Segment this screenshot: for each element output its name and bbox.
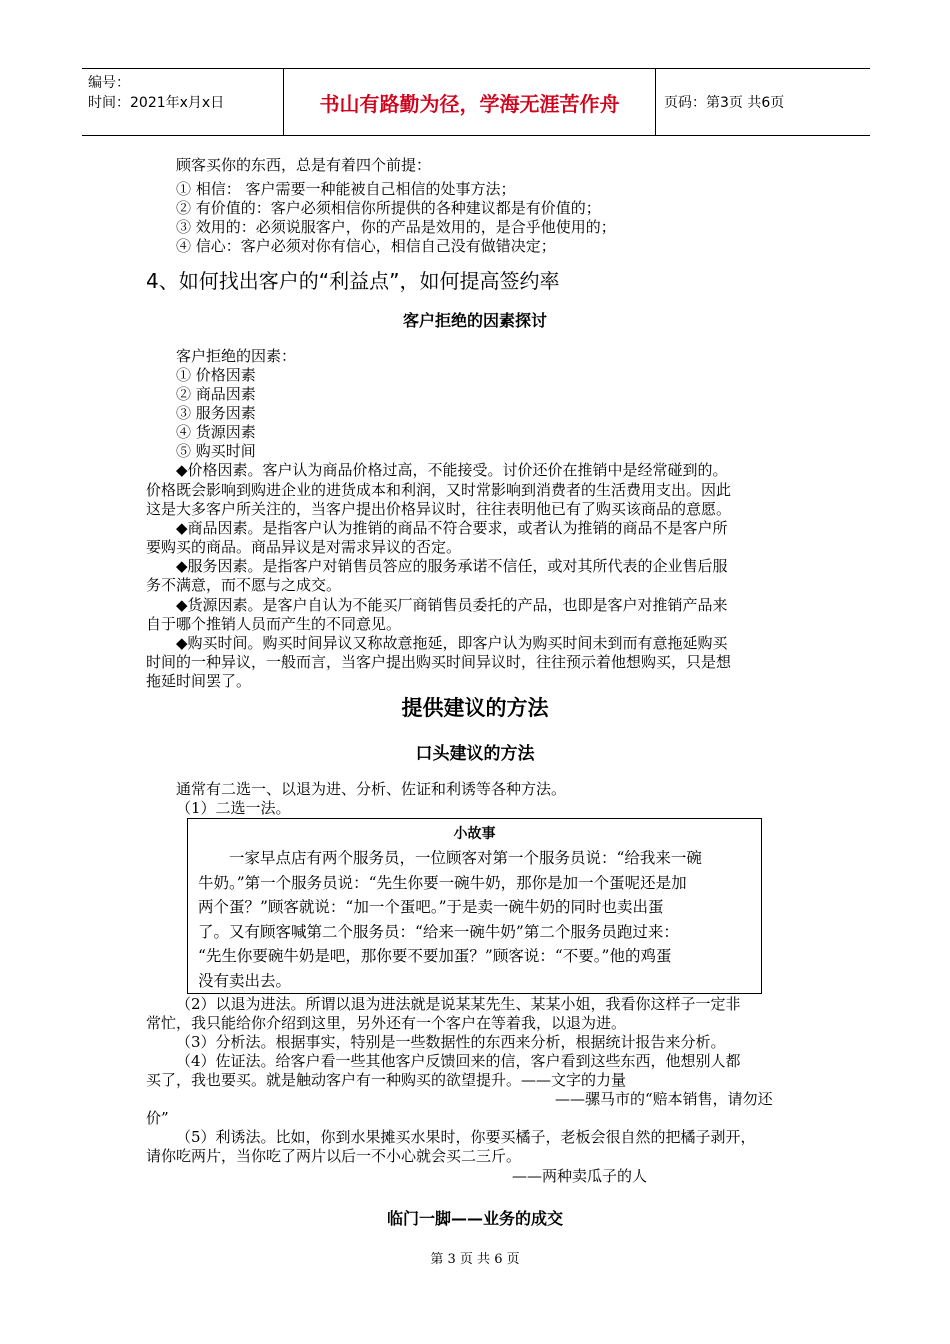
intro-item-1: ① 相信： 客户需要一种能被自己相信的处事方法；: [176, 180, 516, 198]
rejection-item-3: ③ 服务因素: [176, 404, 256, 422]
method-line: 价”: [146, 1109, 169, 1127]
method-line: ——骡马市的“赔本销售，请勿还: [555, 1090, 773, 1108]
rejection-para-line: 价格既会影响到购进企业的进货成本和利润，又时常影响到消费者的生活费用支出。因此: [146, 481, 732, 499]
intro-item-2: ② 有价值的：客户必须相信你所提供的各种建议都是有价值的；: [176, 199, 601, 217]
rejection-para-line: 要购买的商品。商品异议是对需求异议的否定。: [146, 538, 462, 556]
story-box: [187, 818, 762, 994]
header-motto: 书山有路勤为径，学海无涯苦作舟: [284, 69, 656, 135]
rejection-item-4: ④ 货源因素: [176, 423, 256, 441]
story-line: 两个蛋？”顾客就说：“加一个蛋吧。”于是卖一碗牛奶的同时也卖出蛋: [198, 898, 664, 916]
rejection-title: 客户拒绝的因素探讨: [402, 311, 547, 330]
story-title: 小故事: [453, 826, 496, 842]
method-1-label: （1）二选一法。: [176, 799, 291, 817]
story-line: 没有卖出去。: [198, 972, 292, 990]
method-line: 买了，我也要买。就是触动客户有一种购买的欲望提升。——文字的力量: [146, 1071, 627, 1089]
rejection-item-5: ⑤ 购买时间: [176, 442, 256, 460]
rejection-para-line: ◆价格因素。客户认为商品价格过高，不能接受。讨价还价在推销中是经常碰到的。: [176, 461, 728, 479]
intro-lead: 顾客买你的东西，总是有着四个前提：: [176, 156, 432, 174]
method-line: （5）利诱法。比如，你到水果摊买水果时，你要买橘子，老板会很自然的把橘子剥开，: [176, 1128, 756, 1146]
story-line: “先生你要碗牛奶是吧，那你要不要加蛋？”顾客说：“不要。”他的鸡蛋: [198, 947, 672, 965]
story-line: 牛奶。”第一个服务员说：“先生你要一碗牛奶，那你是加一个蛋呢还是加: [198, 874, 687, 892]
rejection-para-line: ◆购买时间。购买时间异议又称故意拖延，即客户认为购买时间未到而有意拖延购买: [176, 634, 728, 652]
date-label: 时间：2021年x月x日: [88, 95, 225, 111]
story-line: 了。又有顾客喊第二个服务员：“给来一碗牛奶”第二个服务员跑过来：: [198, 923, 679, 941]
number-label: 编号：: [88, 75, 130, 91]
rejection-para-line: 这是大多客户所关注的，当客户提出价格异议时，往往表明他已有了购买该商品的意愿。: [146, 500, 732, 518]
method-line: （2）以退为进法。所谓以退为进法就是说某某先生、某某小姐，我看你这样子一定非: [176, 995, 741, 1013]
method-line: （4）佐证法。给客户看一些其他客户反馈回来的信，客户看到这些东西，他想别人都: [176, 1052, 741, 1070]
suggestion-subtitle: 口头建议的方法: [415, 744, 535, 764]
rejection-para-line: ◆货源因素。是客户自认为不能买厂商销售员委托的产品，也即是客户对推销产品来: [176, 596, 728, 614]
rejection-lead: 客户拒绝的因素：: [176, 347, 297, 365]
page-header: [82, 68, 870, 136]
page-footer: 第 3 页 共 6 页: [430, 1252, 520, 1267]
rejection-item-2: ② 商品因素: [176, 385, 256, 403]
rejection-para-line: 拖延时间罢了。: [146, 672, 252, 690]
method-line: （3）分析法。根据事实，特别是一些数据性的东西来分析，根据统计报告来分析。: [176, 1033, 726, 1051]
rejection-para-line: 务不满意，而不愿与之成交。: [146, 576, 342, 594]
suggestion-title: 提供建议的方法: [401, 696, 549, 720]
intro-item-3: ③ 效用的：必须说服客户，你的产品是效用的，是合乎他使用的；: [176, 218, 616, 236]
suggestion-lead: 通常有二选一、以退为进、分析、佐证和利诱等各种方法。: [176, 780, 567, 798]
rejection-para-line: ◆服务因素。是指客户对销售员答应的服务承诺不信任，或对其所代表的企业售后服: [176, 557, 728, 575]
method-line: 常忙，我只能给你介绍到这里，另外还有一个客户在等着我，以退为进。: [146, 1014, 627, 1032]
story-line: 一家早点店有两个服务员，一位顾客对第一个服务员说：“给我来一碗: [198, 849, 702, 867]
intro-item-4: ④ 信心：客户必须对你有信心，相信自己没有做错决定；: [176, 237, 556, 255]
method-line: ——两种卖瓜子的人: [512, 1167, 648, 1185]
rejection-para-line: 时间的一种异议，一般而言，当客户提出购买时间异议时，往往预示着他想购买，只是想: [146, 653, 732, 671]
section-4-heading: 4、如何找出客户的“利益点”，如何提高签约率: [146, 269, 560, 293]
method-line: 请你吃两片，当你吃了两片以后一不小心就会买二三斤。: [146, 1147, 522, 1165]
closing-title: 临门一脚——业务的成交: [386, 1209, 563, 1228]
rejection-para-line: 自于哪个推销人员而产生的不同意见。: [146, 615, 402, 633]
rejection-para-line: ◆商品因素。是指客户认为推销的商品不符合要求，或者认为推销的商品不是客户所: [176, 519, 728, 537]
rejection-item-1: ① 价格因素: [176, 366, 256, 384]
header-meta: [82, 69, 284, 135]
header-page-info: 页码：第3页 共6页: [664, 95, 785, 111]
